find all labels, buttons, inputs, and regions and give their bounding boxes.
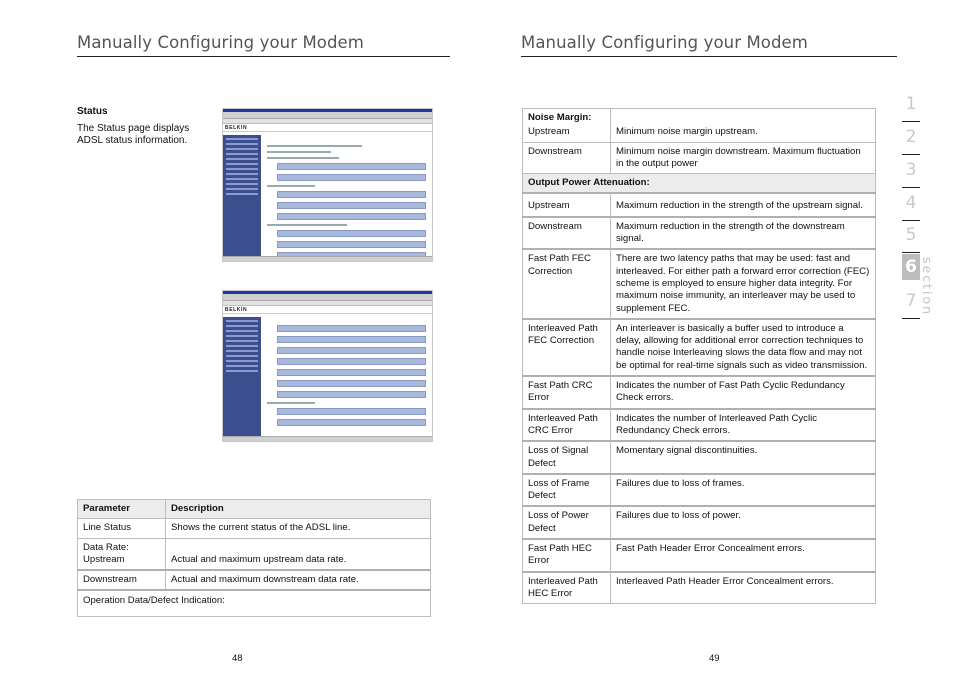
description-cell: Interleaved Path Header Error Concealment errors.	[611, 572, 876, 604]
description-cell: Momentary signal discontinuities.	[611, 441, 876, 474]
section-tab-1[interactable]	[902, 91, 920, 117]
header-rule	[521, 56, 897, 57]
description-cell: Actual and maximum downstream data rate.	[166, 570, 431, 590]
section-label: Output Power Attenuation:	[523, 174, 876, 194]
table-row	[523, 539, 876, 572]
table-row	[523, 193, 876, 216]
parameter-cell: Interleaved Path FEC Correction	[523, 319, 611, 376]
section-label: section	[920, 257, 935, 317]
parameter-cell: Upstream	[523, 193, 611, 216]
description-cell: Fast Path Header Error Concealment errors.	[611, 539, 876, 572]
parameter-cell: Downstream	[523, 217, 611, 250]
defect-table	[522, 108, 876, 604]
description-cell: There are two latency paths that may be used: fast and interleaved. For either path a forward error correction (FEC) scheme is employed to ensure higher data integrity. For maximum noise immunity, an interleaver may be used to supplement FEC.	[611, 249, 876, 318]
section-tab-2[interactable]	[902, 124, 920, 150]
table-row	[523, 109, 876, 143]
parameter-cell: Fast Path FEC Correction	[523, 249, 611, 318]
section-tab-label: 1	[905, 94, 917, 114]
table-row	[523, 506, 876, 539]
parameter-cell: Loss of Power Defect	[523, 506, 611, 539]
parameter-text: Upstream	[528, 126, 570, 138]
parameter-cell: Downstream	[523, 142, 611, 174]
section-row	[523, 174, 876, 194]
description-cell: An interleaver is basically a buffer used to introduce a delay, allowing for additional error correction techniques to handle noise Interleaving slows the data flow and may not be optimal for real-time signals such as video transmission.	[611, 319, 876, 376]
table-row	[78, 538, 431, 570]
parameter-table	[77, 499, 431, 617]
table-row	[523, 441, 876, 474]
section-tab-6-active[interactable]	[902, 254, 920, 280]
section-row: Operation Data/Defect Indication:	[78, 590, 431, 616]
parameter-cell: Loss of Frame Defect	[523, 474, 611, 507]
description-cell: Indicates the number of Interleaved Path Cyclic Redundancy Check errors.	[611, 409, 876, 442]
section-tab-label: 6	[905, 257, 917, 277]
status-heading: Status	[77, 106, 108, 117]
table-row	[78, 570, 431, 590]
table-row	[523, 376, 876, 409]
right-page	[477, 0, 954, 682]
section-tab-label: 2	[905, 127, 917, 147]
table-row	[78, 519, 431, 538]
page-number: 48	[232, 653, 243, 664]
section-tab-4[interactable]	[902, 190, 920, 216]
description-cell: Failures due to loss of power.	[611, 506, 876, 539]
column-header: Description	[166, 500, 431, 519]
description-cell: Actual and maximum upstream data rate.	[166, 538, 431, 570]
header-rule	[77, 56, 450, 57]
table-row	[78, 590, 431, 616]
parameter-cell	[523, 109, 611, 143]
screenshot-brand: BELKIN	[225, 124, 248, 131]
parameter-cell: Loss of Signal Defect	[523, 441, 611, 474]
section-tab-label: 5	[905, 225, 917, 245]
description-cell: Maximum reduction in the strength of the downstream signal.	[611, 217, 876, 250]
section-tab-3[interactable]	[902, 157, 920, 183]
description-cell: Shows the current status of the ADSL line.	[166, 519, 431, 538]
description-cell: Maximum reduction in the strength of the upstream signal.	[611, 193, 876, 216]
section-tab-7[interactable]	[902, 288, 920, 314]
description-cell: Minimum noise margin upstream.	[611, 109, 876, 143]
page-number: 49	[709, 653, 720, 664]
parameter-cell: Fast Path CRC Error	[523, 376, 611, 409]
status-description: The Status page displays ADSL status information.	[77, 123, 190, 146]
status-page-screenshot-2	[222, 290, 433, 442]
parameter-cell: Data Rate: Upstream	[78, 538, 166, 570]
parameter-cell: Line Status	[78, 519, 166, 538]
noise-margin-label: Noise Margin:	[528, 112, 592, 123]
table-header-row	[78, 500, 431, 519]
table-row	[523, 409, 876, 442]
section-tab-label: 4	[905, 193, 917, 213]
section-tab-label: 3	[905, 160, 917, 180]
description-cell: Minimum noise margin downstream. Maximum fluctuation in the output power	[611, 142, 876, 174]
parameter-cell: Interleaved Path CRC Error	[523, 409, 611, 442]
table-row	[523, 474, 876, 507]
table-row	[523, 319, 876, 376]
description-cell: Failures due to loss of frames.	[611, 474, 876, 507]
parameter-cell: Interleaved Path HEC Error	[523, 572, 611, 604]
table-row	[523, 572, 876, 604]
page-title: Manually Configuring your Modem	[77, 33, 364, 52]
description-cell: Indicates the number of Fast Path Cyclic Redundancy Check errors.	[611, 376, 876, 409]
column-header: Parameter	[78, 500, 166, 519]
parameter-cell: Downstream	[78, 570, 166, 590]
parameter-cell: Fast Path HEC Error	[523, 539, 611, 572]
section-tab-5[interactable]	[902, 222, 920, 248]
section-tab-label: 7	[905, 291, 917, 311]
table-row	[523, 217, 876, 250]
table-row	[523, 249, 876, 318]
screenshot-brand: BELKIN	[225, 306, 248, 313]
table-row	[523, 142, 876, 174]
status-page-screenshot-1	[222, 108, 433, 262]
page-title: Manually Configuring your Modem	[521, 33, 808, 52]
